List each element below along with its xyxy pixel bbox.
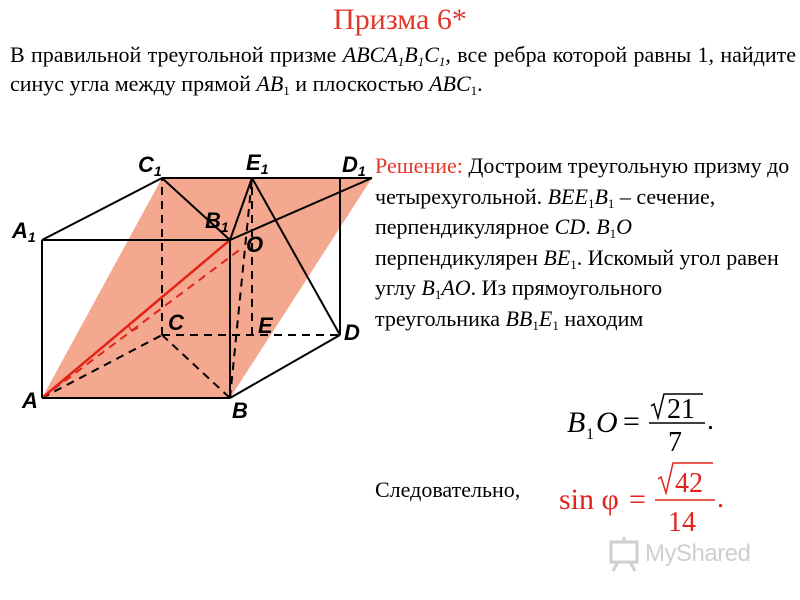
solution-text: Решение: Достроим треугольную призму до четырехугольной. $BEE_1B_1$ – сечение, перпендикулярное CD. $B_1O$ перпендикулярен $BE_1$. Искомый угол равен углу $B_1AO$. Из прямоугольного треугольника $BB_1E_1$ находим [375, 153, 790, 333]
svg-text:.: . [717, 483, 724, 514]
formula-b1o [563, 392, 723, 454]
projector-board-icon [607, 536, 641, 572]
label-c: C [168, 310, 184, 335]
label-d: D [344, 320, 360, 345]
svg-text:B: B [567, 406, 586, 439]
logo-text: MyShared [645, 540, 751, 567]
svg-text:=: = [629, 483, 646, 516]
svg-text:21: 21 [667, 394, 695, 425]
problem-text: В правильной треугольной призме [10, 42, 343, 67]
label-d1: D1 [342, 152, 366, 179]
svg-text:14: 14 [668, 507, 696, 537]
prism-name: $ABCA_1B_1C_1$ [342, 42, 446, 69]
label-a1: A1 [12, 218, 36, 245]
solution-label: Решение: [375, 153, 463, 178]
prism-figure [0, 140, 375, 430]
line-name: AB [256, 71, 284, 96]
myshared-logo [605, 535, 775, 575]
label-c1: C1 [138, 152, 162, 179]
svg-text:42: 42 [675, 468, 703, 499]
formula-sin [555, 457, 730, 537]
plane-name: ABC [429, 71, 471, 96]
slide-title: Призма 6* [333, 3, 467, 36]
svg-text:.: . [707, 405, 714, 436]
svg-text:=: = [623, 405, 640, 438]
label-e1: E1 [246, 150, 269, 177]
svg-text:sin φ: sin φ [559, 483, 619, 516]
svg-text:O: O [596, 406, 618, 439]
label-a: A [22, 388, 38, 413]
label-o: O [246, 232, 264, 257]
svg-text:1: 1 [586, 426, 594, 443]
svg-text:7: 7 [668, 427, 682, 454]
label-b: B [232, 398, 248, 423]
conclusion-text: Следовательно, [375, 477, 521, 502]
label-b1: B1 [205, 208, 229, 235]
problem-statement: В правильной треугольной призме $ABCA_1B_1C_1$, все ребра которой равны 1, найдите синус угла между прямой $AB_1$ и плоскостью $ABC_1$. [10, 42, 796, 98]
label-e: E [258, 313, 273, 338]
